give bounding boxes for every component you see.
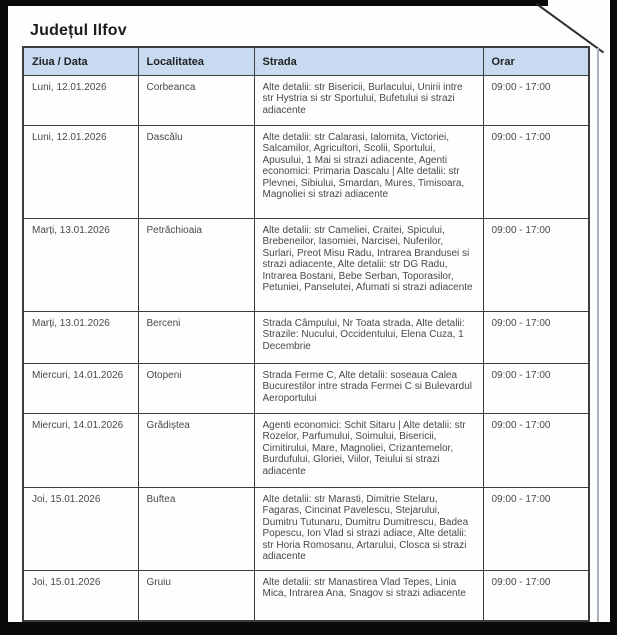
table-row [23, 125, 589, 218]
date-cell-text: Marți, 13.01.2026 [32, 317, 110, 329]
street-details-cell [254, 487, 483, 570]
street-details-cell [254, 570, 483, 621]
table-row [23, 487, 589, 570]
table-row [23, 570, 589, 621]
locality-cell-text: Otopeni [146, 369, 182, 381]
hours-cell-text: 09:00 - 17:00 [491, 369, 551, 381]
street-details-cell-text: Agenti economici: Schit Sitaru | Alte detalii: str Rozelor, Parfumului, Soimului, Bisericii, Cimitirului, Mare, Magnoliei, Crizantemelor, Burdufului, Gloriei, Viilor, Teiului si strazi adiacente [262, 419, 466, 477]
date-cell [23, 125, 138, 218]
photo-frame-bottom [0, 622, 617, 635]
hours-cell-text: 09:00 - 17:00 [491, 419, 551, 431]
page-edge-line [597, 48, 599, 622]
hours-cell [483, 487, 589, 570]
table-row [23, 218, 589, 311]
date-cell [23, 311, 138, 363]
table-row [23, 363, 589, 413]
table-row [23, 75, 589, 125]
hours-cell [483, 218, 589, 311]
date-cell-text: Joi, 15.01.2026 [32, 493, 101, 505]
locality-cell [138, 125, 254, 218]
hours-cell-text: 09:00 - 17:00 [491, 493, 551, 505]
hours-cell [483, 413, 589, 487]
locality-cell [138, 363, 254, 413]
street-details-cell [254, 218, 483, 311]
table-body [23, 75, 589, 621]
street-details-cell-text: Alte detalii: str Calarasi, Ialomita, Victoriei, Salcamilor, Agricultori, Scolii, Sportului, Apusului, 1 Mai si strazi adiacente, Agenti economici: Primaria Dascalu | Alte detalii: str Plevnei, Sibiului, Smardan, Mures, Timisoara, Magnoliei si strazi adiacente [262, 131, 465, 200]
street-details-cell [254, 363, 483, 413]
date-cell [23, 570, 138, 621]
locality-cell [138, 311, 254, 363]
table-row [23, 413, 589, 487]
document-page [8, 0, 610, 623]
hours-cell-text: 09:00 - 17:00 [491, 81, 551, 93]
street-details-cell-text: Alte detalii: str Cameliei, Craitei, Spicului, Brebeneilor, Iasomiei, Narcisei, Nuferilor, Surlari, Preot Misu Radu, Intrarea Brandusei si strazi adiacente, Alte detalii: str DG Radu, Intrarea Bostani, Bebe Serban, Toporasilor, Petuniei, Panselutei, Afumati si strazi adiacente [262, 224, 473, 293]
table-header-row [23, 47, 589, 75]
date-cell-text: Joi, 15.01.2026 [32, 576, 101, 588]
date-cell-text: Marți, 13.01.2026 [32, 224, 110, 236]
hours-cell [483, 363, 589, 413]
street-details-cell-text: Strada Ferme C, Alte detalii: soseaua Calea Bucurestilor intre strada Fermei C si Bulevardul Aeroportului [262, 369, 473, 404]
locality-cell-text: Dascălu [146, 131, 183, 143]
hours-cell-text: 09:00 - 17:00 [491, 576, 551, 588]
street-details-cell-text: Strada Câmpului, Nr Toata strada, Alte detalii: Strazile: Nucului, Occidentului, Elena Cuza, 1 Decembrie [262, 317, 465, 352]
locality-cell-text: Gruiu [146, 576, 171, 588]
table-row [23, 311, 589, 363]
hours-cell [483, 75, 589, 125]
locality-cell [138, 487, 254, 570]
date-cell-text: Luni, 12.01.2026 [32, 81, 107, 93]
column-header-ziua-data: Ziua / Data [23, 47, 138, 75]
date-cell [23, 218, 138, 311]
locality-cell [138, 218, 254, 311]
hours-cell-text: 09:00 - 17:00 [491, 131, 551, 143]
street-details-cell [254, 413, 483, 487]
page-title: Județul Ilfov [30, 22, 127, 39]
photo-frame-top [0, 0, 548, 6]
column-header-strada: Strada [254, 47, 483, 75]
column-header-orar: Orar [483, 47, 589, 75]
hours-cell-text: 09:00 - 17:00 [491, 224, 551, 236]
hours-cell [483, 125, 589, 218]
street-details-cell-text: Alte detalii: str Manastirea Vlad Tepes, Linia Mica, Intrarea Ana, Snagov si strazi adiacente [262, 576, 466, 599]
locality-cell-text: Corbeanca [146, 81, 196, 93]
photo-frame-right [610, 0, 617, 635]
street-details-cell-text: Alte detalii: str Marasti, Dimitrie Stelaru, Fagaras, Cincinat Pavelescu, Stejarului, Dumitru Tutunaru, Dumitru Dumitrescu, Badea Popescu, Ion Vlad si strazi adiace, Alte detalii: str Horia Romosanu, Artarului, Closca si strazi adiacente [262, 493, 469, 562]
date-cell [23, 75, 138, 125]
date-cell-text: Miercuri, 14.01.2026 [32, 369, 124, 381]
locality-cell-text: Petrăchioaia [146, 224, 203, 236]
street-details-cell [254, 75, 483, 125]
locality-cell [138, 413, 254, 487]
locality-cell-text: Berceni [146, 317, 181, 329]
date-cell [23, 363, 138, 413]
hours-cell [483, 570, 589, 621]
column-header-localitatea: Localitatea [138, 47, 254, 75]
date-cell [23, 487, 138, 570]
locality-cell [138, 75, 254, 125]
date-cell-text: Miercuri, 14.01.2026 [32, 419, 124, 431]
hours-cell-text: 09:00 - 17:00 [491, 317, 551, 329]
date-cell-text: Luni, 12.01.2026 [32, 131, 107, 143]
outage-schedule-table [22, 46, 590, 622]
locality-cell-text: Buftea [146, 493, 176, 505]
locality-cell-text: Grădiștea [146, 419, 190, 431]
street-details-cell [254, 311, 483, 363]
locality-cell [138, 570, 254, 621]
street-details-cell-text: Alte detalii: str Bisericii, Burlacului, Unirii intre str Hystria si str Sportului, Bufetului si strazi adiacente [262, 81, 463, 116]
date-cell [23, 413, 138, 487]
street-details-cell [254, 125, 483, 218]
photo-frame-left [0, 0, 8, 635]
hours-cell [483, 311, 589, 363]
